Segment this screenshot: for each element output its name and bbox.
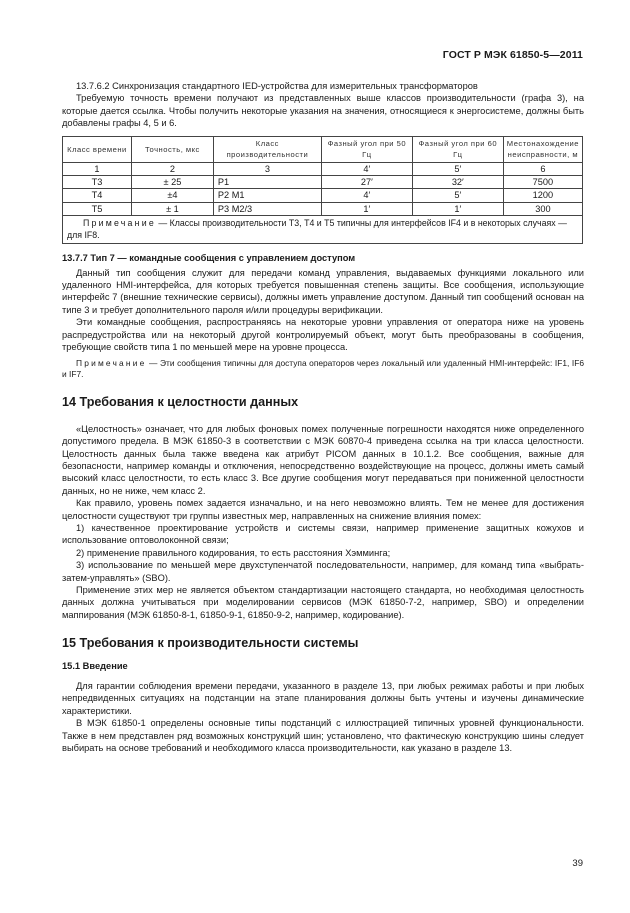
table-cell: 1′ xyxy=(321,202,412,215)
paragraph: Применение этих мер не является объектом стандартизации настоящего стандарта, но необходимая целостность данных должна учитываться при моделировании сервисов (МЭК 61850-7-2, например, SBO) и определении маппирования (МЭК 61850-8-1, 61850-9-1, 61850-9-2, например, кодирование). xyxy=(62,585,584,620)
table-cell: 32′ xyxy=(412,176,503,189)
note-text: — Классы производительности Т3, Т4 и Т5 типичны для интерфейсов IF4 и в некоторых случаях — для IF8. xyxy=(67,218,567,241)
table-cell: 3 xyxy=(213,162,321,175)
paragraph: Для гарантии соблюдения времени передачи, указанного в разделе 13, при любых режимах работы и при любых непредвиденных ситуациях на подстанции на этапе планирования должны быть учтены и изучены динамические характеристики. xyxy=(62,681,584,716)
paragraph: В МЭК 61850-1 определены основные типы подстанций с иллюстрацией типичных уровней функциональности. Также в нем представлен ряд возможных конструкций шин; установлено, что фактическую конструкцию шины следует выбирать на основе требований и необходимого класса производительности, как указано в разделе 13. xyxy=(62,718,584,754)
table-row xyxy=(63,202,583,215)
table-cell: 5′ xyxy=(412,162,503,175)
page-number: 39 xyxy=(572,858,583,869)
paragraph: Данный тип сообщения служит для передачи команд управления, выдаваемых функциями локального или удаленного HMI-интерфейса, для которых требуется повышенная степень защиты. Все сообщения, использующие интерфейс 7 (внешние технические сервисы), должны иметь управление доступом. Данный тип сообщений основан на типе 3 и требует дополнительного пароля и/или процедуры верификации. xyxy=(62,267,584,315)
document-header: ГОСТ Р МЭК 61850-5—2011 xyxy=(442,49,583,61)
table-cell: 27′ xyxy=(321,176,412,189)
table-cell: 6 xyxy=(503,162,582,175)
table-row xyxy=(63,189,583,202)
table-cell: 4′ xyxy=(321,162,412,175)
table-header-cell: Класс производительности xyxy=(213,136,321,162)
clause-13-7-6-2-title: 13.7.6.2 Синхронизация стандартного IED-устройства для измерительных трансформаторов xyxy=(76,81,478,91)
table-cell: 2 xyxy=(131,162,213,175)
note-label: Примечание xyxy=(83,218,156,229)
clause-13-7-7-title: 13.7.7 Тип 7 — командные сообщения с управлением доступом xyxy=(62,253,356,264)
page-content xyxy=(62,80,584,754)
table-cell: ± 25 xyxy=(131,176,213,189)
table-cell: 5′ xyxy=(412,189,503,202)
table-cell: T4 xyxy=(63,189,132,202)
table-header-cell: Местонахождение неисправности, м xyxy=(503,136,582,162)
table-cell: 1′ xyxy=(412,202,503,215)
table-cell: ±4 xyxy=(131,189,213,202)
table-cell: 1 xyxy=(63,162,132,175)
time-class-table xyxy=(62,136,583,245)
list-item: 3) использование по меньшей мере двухступенчатой последовательности, например, для команд типа «выбрать-затем-управлять» (SBO). xyxy=(62,560,584,583)
note-label: Примечание xyxy=(76,357,147,368)
table-header-cell: Фазный угол при 50 Гц xyxy=(321,136,412,162)
table-note-row xyxy=(63,216,583,244)
paragraph: «Целостность» означает, что для любых фоновых помех полученные погрешности находятся ниже определенного допустимого предела. В МЭК 61850-3 в соответствии с МЭК 60870-4 приведена ссылка на три класса целостности. Целостность данных была также введена как атрибут PICOM данных в 10.1.2. Все сообщения, важные для безопасности, например команды и отключения, непосредственно воздействующие на процесс, должны иметь самый высокий класс целостности, то есть класс 3. Все другие сообщения могут передаваться при пониженной целостности данных, но не ниже, чем класс 2. xyxy=(62,423,584,496)
table-header-cell: Точность, мкс xyxy=(131,136,213,162)
table-cell: 4′ xyxy=(321,189,412,202)
table-cell: 300 xyxy=(503,202,582,215)
table-cell: P1 xyxy=(213,176,321,189)
clause-15-1-title: 15.1 Введение xyxy=(62,660,128,671)
section-14-title: 14 Требования к целостности данных xyxy=(62,395,299,410)
paragraph: Требуемую точность времени получают из представленных выше классов производительности (графа 3), на которые дается ссылка. Чтобы получить некоторые указания на значения, относящиеся к энергосистеме, должны быть добавлены графы 4, 5 и 6. xyxy=(62,93,584,129)
table-cell: T3 xyxy=(63,176,132,189)
table-note xyxy=(63,216,583,244)
table-cell: P2 M1 xyxy=(213,189,321,202)
note-text: — Эти сообщения типичны для доступа операторов через локальный или удаленный HMI-интерфейс: IF1, IF6 и IF7. xyxy=(62,357,584,379)
table-colnum-row xyxy=(63,162,583,175)
paragraph: Как правило, уровень помех задается изначально, и на него невозможно влиять. Тем не менее для достижения целостности существуют три группы известных мер, направленных на снижение влияния помех: xyxy=(62,498,584,521)
note-paragraph xyxy=(62,358,584,381)
table-cell: 7500 xyxy=(503,176,582,189)
list-item: 1) качественное проектирование устройств и системы связи, например применение защитных кожухов и использование оптоволоконной связи; xyxy=(62,522,584,546)
table-cell: T5 xyxy=(63,202,132,215)
paragraph: Эти командные сообщения, распространяясь на некоторые уровни управления от оператора ниже на уровень распредустройства или на некоторый другой контролируемый объект, могут быть преобразованы в сообщения, требующие свойств типа 1 по меньшей мере на уровне процесса. xyxy=(62,317,584,353)
table-header-cell: Класс времени xyxy=(63,136,132,162)
table-row xyxy=(63,176,583,189)
table-cell: ± 1 xyxy=(131,202,213,215)
table-header-cell: Фазный угол при 60 Гц xyxy=(412,136,503,162)
list-item: 2) применение правильного кодирования, то есть расстояния Хэмминга; xyxy=(76,547,391,558)
table-cell: 1200 xyxy=(503,189,582,202)
section-15-title: 15 Требования к производительности системы xyxy=(62,636,359,651)
table-cell: P3 M2/3 xyxy=(213,202,321,215)
table-header-row xyxy=(63,136,583,162)
